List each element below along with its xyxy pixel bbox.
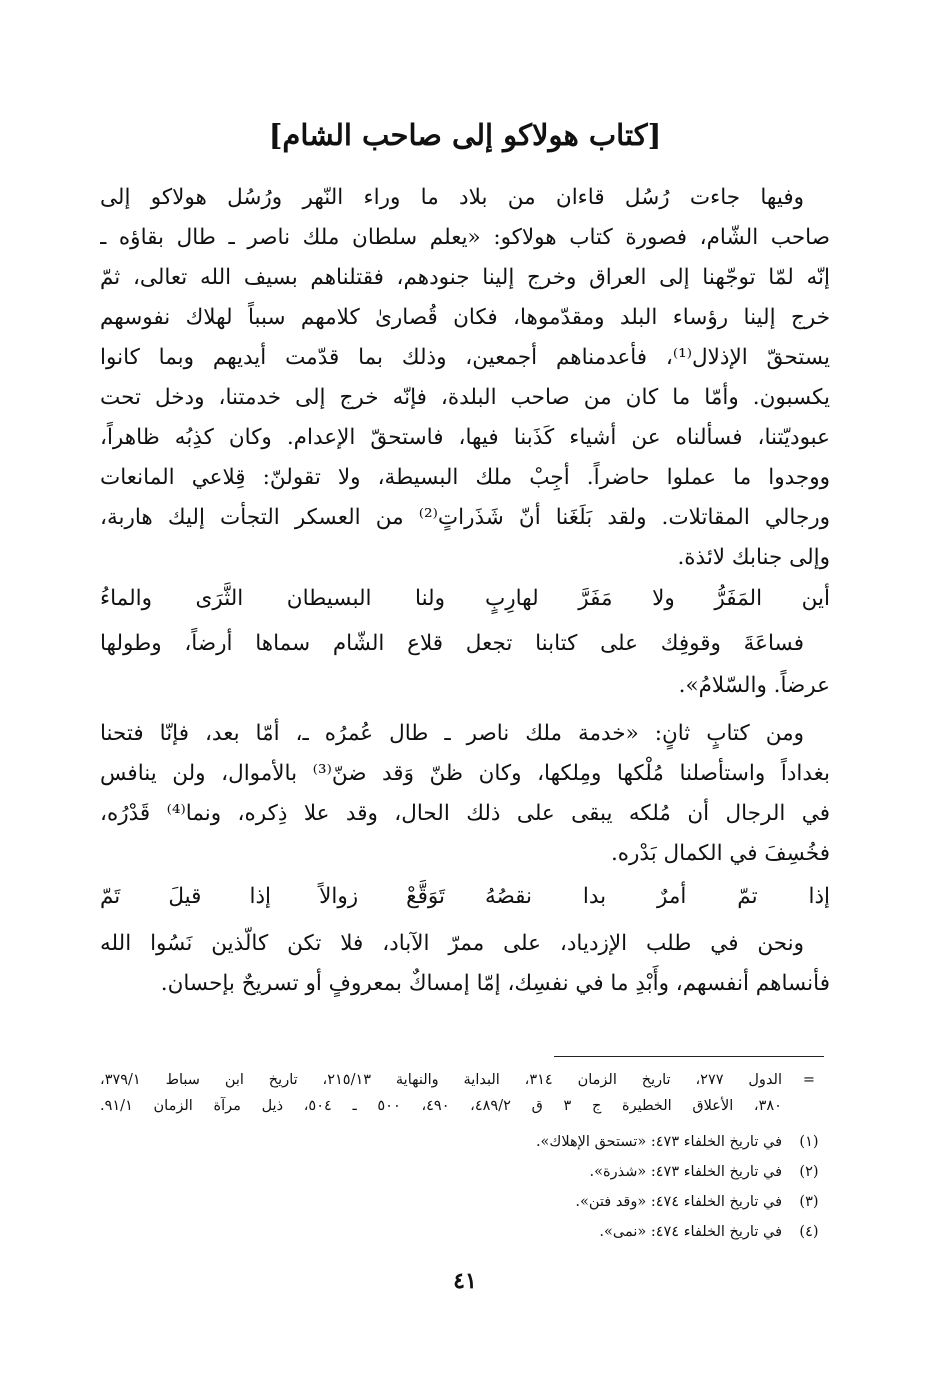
verse-1-first-hemistich: أين المَفَرُّ ولا مَفَرَّ لهارِبٍ (485, 586, 830, 611)
verse-2 (100, 876, 830, 918)
para2-line-1: فساعَةَ وقوفِك على كتابنا تجعل قلاع الشّام سماها أرضاً، وطولها (100, 631, 804, 656)
footnote-1-text: في تاريخ الخلفاء ٤٧٣: «تستحق الإهلاك». (535, 1134, 782, 1150)
para4-line-2: فأنساهم أنفسهم، وأَبْدِ ما في نفسِك، إمّا إمساكٌ بمعروفٍ أو تسريحٌ بإحسان. (160, 971, 830, 996)
footnote-4 (100, 1220, 824, 1244)
footnote-continuation-line-1 (100, 1068, 824, 1092)
body-line-7: عبوديّتنا، فسألناه عن أشياء كَذَبنا فيها، فاستحقّ الإعدام. وكان كذِبُه ظاهراً، (100, 425, 830, 450)
footnote-1 (100, 1130, 824, 1154)
para3-line-3: في الرجال أن مُلكه يبقى على ذلك الحال، وقد علا ذِكره، ونما⁽⁴⁾ قَدْرُه، (100, 801, 830, 826)
footnote-continuation-line-2 (100, 1094, 824, 1118)
footnote-2-text: في تاريخ الخلفاء ٤٧٣: «شذرة». (589, 1164, 782, 1180)
verse-1 (100, 578, 830, 620)
para3-line-2: بغداداً واستأصلنا مُلْكها ومِلكها، وكان ظنّ وَقد ضنّ⁽³⁾ بالأموال، ولن ينافس (100, 761, 830, 786)
footnote-2-number: (٢) (799, 1164, 819, 1180)
verse-2-second-hemistich: تَوَقَّعْ زوالاً إذا قيلَ تَمّ (100, 884, 445, 909)
footnote-4-number: (٤) (799, 1224, 819, 1240)
para3-line-1: ومن كتابٍ ثانٍ: «خدمة ملك ناصر ـ طال عُمرُه ـ، أمّا بعد، فإنّا فتحنا (100, 721, 804, 746)
footnote-3 (100, 1190, 824, 1214)
verse-2-first-hemistich: إذا تمّ أمرٌ بدا نقصُهُ (485, 884, 830, 909)
para4-line-1: ونحن في طلب الإزدياد، على ممرّ الآباد، فلا تكن كالّذين نَسُوا الله (100, 931, 804, 956)
page-number: ٤١ (453, 1268, 477, 1294)
footnote-2 (100, 1160, 824, 1184)
body-line-1: وفيها جاءت رُسُل قاءان من بلاد ما وراء النّهر ورُسُل هولاكو إلى (100, 185, 804, 210)
footnote-continuation-mark: = (802, 1072, 816, 1088)
body-line-9: ورجالي المقاتلات. ولقد بَلَغَنا أنّ شَذَراتٍ⁽²⁾ من العسكر التجأت إليك هاربة، (100, 505, 830, 530)
body-line-6: يكسبون. وأمّا ما كان من صاحب البلدة، فإنّه خرج إلى خدمتنا، ودخل تحت (100, 385, 830, 410)
footnote-continuation-text-2: ٣٨٠، الأعلاق الخطيرة ج ٣ ق ٤٨٩/٢، ٤٩٠، ٥٠٠ ـ ٥٠٤، ذيل مرآة الزمان ٩١/١. (100, 1098, 782, 1114)
footnote-continuation-text-1: الدول ٢٧٧، تاريخ الزمان ٣١٤، البداية والنهاية ٢١٥/١٣، تاريخ ابن سباط ٣٧٩/١، (100, 1072, 782, 1088)
body-line-4: خرج إلينا رؤساء البلد ومقدّموها، فكان قُصارىٰ كلامهم سبباً لهلاك نفوسهم (100, 305, 830, 330)
body-line-8: ووجدوا ما عملوا حاضراً. أجِبْ ملك البسيطة، ولا تقولنّ: قِلاعي المانعات (100, 465, 830, 490)
footnote-3-text: في تاريخ الخلفاء ٤٧٤: «وقد فتن». (575, 1194, 782, 1210)
footnote-4-text: في تاريخ الخلفاء ٤٧٤: «نمى». (599, 1224, 782, 1240)
footnote-separator (554, 1056, 824, 1057)
body-line-5: يستحقّ الإذلال⁽¹⁾، فأعدمناهم أجمعين، وذلك بما قدّمت أيديهم وبما كانوا (100, 345, 830, 370)
para3-line-4: فخُسِفَ في الكمال بَدْره. (610, 841, 830, 866)
verse-1-second-hemistich: ولنا البسيطان الثَّرَى والماءُ (100, 586, 445, 611)
footnote-3-number: (٣) (799, 1194, 819, 1210)
para2-line-2: عرضاً. والسّلامُ». (678, 673, 830, 698)
body-line-2: صاحب الشّام، فصورة كتاب هولاكو: «يعلم سلطان ملك ناصر ـ طال بقاؤه ـ (100, 225, 830, 250)
body-line-10: وإلى جنابك لائذة. (677, 545, 830, 570)
body-line-3: إنّه لمّا توجّهنا إلى العراق وخرج إلينا جنودهم، فقتلناهم بسيف الله تعالى، ثمّ (100, 265, 830, 290)
section-title: [كتاب هولاكو إلى صاحب الشام] (268, 118, 662, 152)
footnote-1-number: (١) (799, 1134, 819, 1150)
